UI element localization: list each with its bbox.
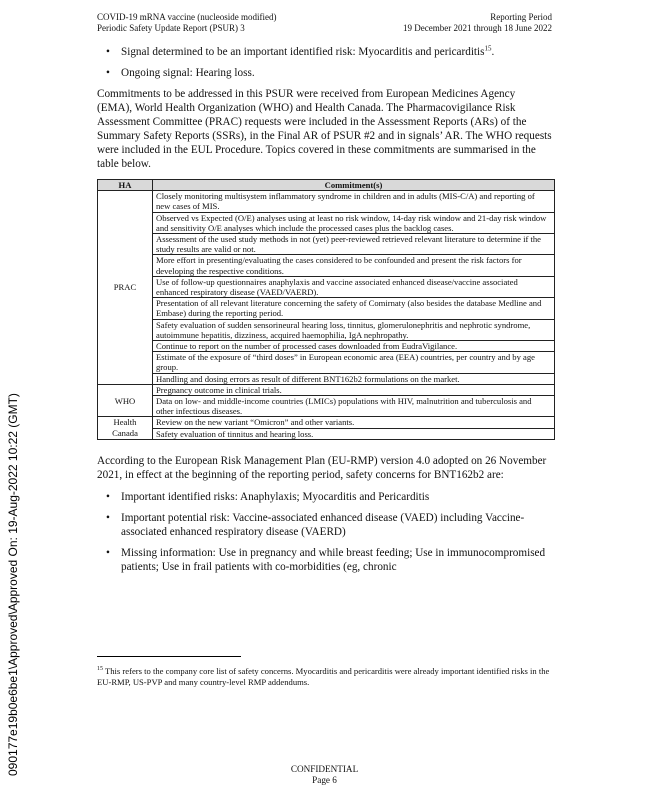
list-item [97, 490, 552, 504]
table-row [98, 191, 555, 212]
ha-cell-who: WHO [98, 384, 153, 417]
footnote [97, 666, 552, 688]
table-row [98, 417, 555, 428]
commitment-cell: Continue to report on the number of processed cases downloaded from EudraVigilance. [153, 341, 555, 352]
ha-label-line: Canada [112, 427, 138, 438]
confidential-label: CONFIDENTIAL [290, 764, 359, 774]
signal-list [97, 45, 552, 80]
column-header-ha: HA [98, 180, 153, 191]
table-row [98, 319, 555, 340]
rmp-paragraph: According to the European Risk Management Plan (EU-RMP) version 4.0 adopted on 26 November 2021, in effect at the beginning of the reporting period, safety concerns for BNT162b2 are: [97, 454, 547, 481]
table-row [98, 373, 555, 384]
table-row [98, 234, 555, 255]
commitment-cell: Observed vs Expected (O/E) analyses using at least no risk window, 14-day risk window and 21-day risk window and sensitivity O/E analyses which include the processed cases plus the backlog cases. [153, 212, 555, 233]
commitment-cell: Handling and dosing errors as result of different BNT162b2 formulations on the market. [153, 373, 555, 384]
bullet-marker: • [106, 67, 110, 79]
commitment-cell: Review on the new variant “Omicron” and other variants. [153, 417, 555, 428]
safety-concern-text: Important potential risk: Vaccine-associated enhanced disease (VAED) including Vaccine-associated enhanced respiratory disease (VAERD) [121, 511, 525, 538]
list-item [97, 546, 552, 574]
page-number: Page 6 [312, 775, 337, 785]
ha-cell-prac: PRAC [98, 191, 153, 385]
table-row [98, 341, 555, 352]
table-row [98, 352, 555, 373]
commitments-intro-paragraph: Commitments to be addressed in this PSUR were received from European Medicines Agency (EMA), World Health Organization (WHO) and Health Canada. The Pharmacovigilance Risk Assessment Committee (PRAC) requests were included in the Assessment Reports (ARs) of the Summary Safety Reports (SSRs), in the Final AR of PSUR #2 and in signals’ AR. The WHO requests were included in the EUL Procedure. Topics covered in these commitments are summarised in the table below. [97, 88, 552, 170]
header-product: COVID-19 mRNA vaccine (nucleoside modified) [97, 12, 277, 22]
bullet-marker: • [106, 511, 110, 524]
commitment-cell: Pregnancy outcome in clinical trials. [153, 384, 555, 395]
table-row [98, 428, 555, 439]
commitments-table [97, 179, 555, 440]
commitment-cell: Closely monitoring multisystem inflammatory syndrome in children and in adults (MIS-C/A) and reporting of new cases of MIS. [153, 191, 555, 212]
page-footer [0, 764, 647, 786]
table-row [98, 396, 555, 417]
bullet-marker: • [106, 490, 110, 503]
safety-concern-text: Important identified risks: Anaphylaxis; Myocarditis and Pericarditis [121, 490, 430, 503]
list-item [97, 66, 552, 80]
commitment-cell: Estimate of the exposure of “third doses” in European economic area (EEA) countries, per country and by age group. [153, 352, 555, 373]
table-row [98, 298, 555, 319]
approval-stamp: 090177e19b0e6be1\Approved\Approved On: 19-Aug-2022 10:22 (GMT) [6, 393, 20, 776]
commitment-cell: Presentation of all relevant literature concerning the safety of Comirnaty (also besides the database Medline and Embase) during the reporting period. [153, 298, 555, 319]
page-header [97, 12, 552, 34]
commitment-cell: Data on low- and middle-income countries (LMICs) populations with HIV, malnutrition and tuberculosis and other infectious diseases. [153, 396, 555, 417]
commitment-cell: Safety evaluation of tinnitus and hearing loss. [153, 428, 555, 439]
safety-concerns-list [97, 490, 552, 574]
footnote-divider [97, 656, 241, 657]
table-header-row [98, 180, 555, 191]
table-row [98, 384, 555, 395]
bullet-marker: • [106, 46, 110, 58]
commitment-cell: Safety evaluation of sudden sensorineural hearing loss, tinnitus, glomerulonephritis and nephrotic syndrome, autoimmune hepatitis, dizziness, acquired haemophilia, IgA nephropathy. [153, 319, 555, 340]
ha-label-line: Health [113, 417, 137, 428]
signal-text: Ongoing signal: Hearing loss. [121, 67, 255, 79]
table-row [98, 255, 555, 276]
punctuation: . [491, 46, 495, 58]
signal-text: Signal determined to be an important identified risk: Myocarditis and pericarditis [121, 46, 485, 58]
safety-concern-text: Missing information: Use in pregnancy and while breast feeding; Use in immunocompromised patients; Use in frail patients with co-morbidities (eg, chronic [121, 546, 546, 573]
table-row [98, 212, 555, 233]
commitment-cell: More effort in presenting/evaluating the cases considered to be confounded and present the risk factors for developing the respective conditions. [153, 255, 555, 276]
footnote-reference[interactable]: 15 [484, 44, 492, 53]
commitment-cell: Use of follow-up questionnaires anaphylaxis and vaccine associated enhanced disease/vaccine associated enhanced respiratory disease (VAED/VAERD). [153, 276, 555, 297]
ha-cell-health-canada [98, 417, 153, 439]
bullet-marker: • [106, 546, 110, 559]
footnote-marker: 15 [97, 666, 103, 673]
footnote-text: This refers to the company core list of safety concerns. Myocarditis and pericarditis were already important identified risks in the EU-RMP, US-PVP and many country-level RMP addendums. [97, 666, 550, 687]
commitment-cell: Assessment of the used study methods in not (yet) peer-reviewed retrieved relevant literature to determine if the study results are valid or not. [153, 234, 555, 255]
header-period-dates: 19 December 2021 through 18 June 2022 [403, 23, 552, 33]
table-row [98, 276, 555, 297]
header-period-label: Reporting Period [490, 12, 552, 22]
page-body [97, 45, 552, 581]
list-item [97, 45, 552, 59]
list-item [97, 511, 552, 539]
column-header-commitments: Commitment(s) [153, 180, 555, 191]
header-report-title: Periodic Safety Update Report (PSUR) 3 [97, 23, 245, 33]
